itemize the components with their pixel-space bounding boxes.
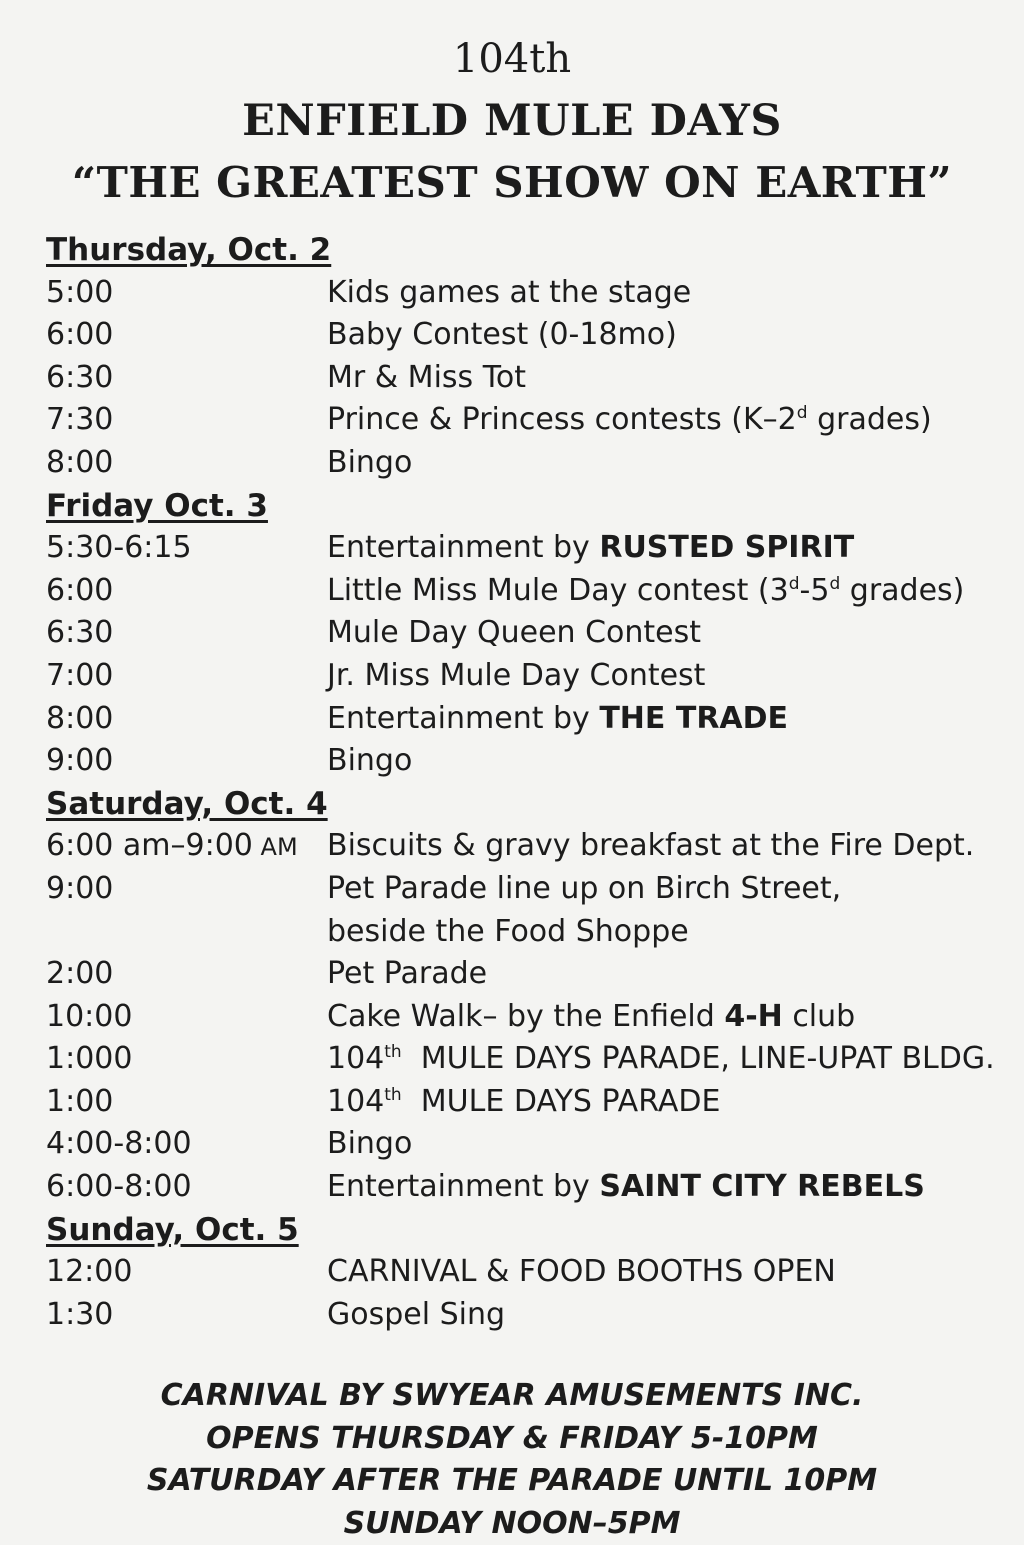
event-text: Bingo bbox=[327, 1126, 413, 1162]
event-time bbox=[46, 1123, 327, 1166]
schedule-row bbox=[46, 1123, 1006, 1166]
event-description bbox=[327, 357, 1006, 400]
event-time-value: 6:00 bbox=[46, 317, 114, 353]
event-time-value: 1:000 bbox=[46, 1041, 133, 1077]
schedule-row bbox=[46, 953, 1006, 996]
schedule-row bbox=[46, 1038, 1006, 1081]
event-time-value: 6:00-8:00 bbox=[46, 1169, 192, 1205]
event-description bbox=[327, 1123, 1006, 1166]
event-time bbox=[46, 868, 327, 953]
event-time bbox=[46, 1166, 327, 1209]
carnival-info-line: SATURDAY AFTER THE PARADE UNTIL 10PM bbox=[146, 1463, 878, 1499]
ordinal-suffix: th bbox=[384, 1042, 402, 1063]
event-time-value: 5:30-6:15 bbox=[46, 530, 192, 566]
event-description bbox=[327, 272, 1006, 315]
schedule-row bbox=[46, 996, 1006, 1039]
event-description bbox=[327, 442, 1006, 485]
carnival-info-line: OPENS THURSDAY & FRIDAY 5-10PM bbox=[206, 1420, 818, 1456]
schedule-row bbox=[46, 825, 1006, 868]
event-text: Entertainment by bbox=[327, 1169, 600, 1205]
ordinal-suffix: d bbox=[788, 573, 800, 594]
event-description bbox=[327, 1251, 1006, 1294]
schedule-row bbox=[46, 740, 1006, 783]
event-time bbox=[46, 1251, 327, 1294]
schedule-row bbox=[46, 314, 1006, 357]
event-time-value: 8:00 bbox=[46, 700, 114, 736]
day-label: Friday Oct. 3 bbox=[46, 487, 268, 524]
performer-name: SAINT CITY REBELS bbox=[599, 1169, 925, 1205]
schedule-row bbox=[46, 272, 1006, 315]
day-label: Thursday, Oct. 2 bbox=[46, 232, 332, 268]
event-text: Gospel Sing bbox=[327, 1296, 506, 1332]
event-time bbox=[46, 1294, 327, 1337]
event-text: Mule Day Queen Contest bbox=[327, 615, 702, 651]
event-text: Entertainment by bbox=[327, 530, 600, 566]
event-description bbox=[327, 1166, 1006, 1209]
event-description bbox=[327, 868, 1006, 953]
schedule bbox=[46, 229, 1006, 1336]
event-description bbox=[327, 825, 1006, 868]
schedule-row bbox=[46, 357, 1006, 400]
event-time bbox=[46, 527, 327, 570]
event-description bbox=[327, 1081, 1006, 1124]
event-time-value: 9:00 bbox=[46, 870, 114, 906]
schedule-row bbox=[46, 442, 1006, 485]
event-time-value: 7:30 bbox=[46, 402, 114, 438]
ordinal-suffix: d bbox=[796, 403, 808, 424]
event-description bbox=[327, 612, 1006, 655]
event-text-continued: beside the Food Shoppe bbox=[327, 913, 689, 949]
event-text: MULE DAYS PARADE bbox=[401, 1083, 721, 1119]
event-text: 104 bbox=[327, 1041, 385, 1077]
event-time-value: 9:00 bbox=[46, 743, 114, 779]
event-text: Baby Contest (0-18mo) bbox=[327, 317, 677, 353]
day-label: Sunday, Oct. 5 bbox=[46, 1211, 299, 1248]
schedule-row bbox=[46, 399, 1006, 442]
event-text: -5 bbox=[799, 572, 830, 608]
event-description bbox=[327, 314, 1006, 357]
day-heading bbox=[46, 1209, 1006, 1252]
event-text: Mr & Miss Tot bbox=[327, 359, 527, 395]
event-subtitle: “THE GREATEST SHOW ON EARTH” bbox=[71, 158, 953, 207]
event-description bbox=[327, 740, 1006, 783]
day-heading bbox=[46, 485, 1006, 528]
event-description bbox=[327, 527, 1006, 570]
event-time-value: 5:00 bbox=[46, 274, 114, 310]
event-text: Bingo bbox=[327, 444, 413, 480]
carnival-info bbox=[0, 1375, 1024, 1545]
event-time-value: 2:00 bbox=[46, 956, 114, 992]
event-time bbox=[46, 612, 327, 655]
event-text: Little Miss Mule Day contest (3 bbox=[327, 572, 789, 608]
event-time bbox=[46, 740, 327, 783]
event-time-value: 1:30 bbox=[46, 1296, 114, 1332]
event-text: Kids games at the stage bbox=[327, 274, 692, 310]
event-time-value: 8:00 bbox=[46, 444, 114, 480]
ordinal-suffix: d bbox=[829, 573, 841, 594]
schedule-row bbox=[46, 868, 1006, 953]
event-title: ENFIELD MULE DAYS bbox=[242, 96, 782, 146]
event-time bbox=[46, 825, 327, 868]
event-description bbox=[327, 996, 1006, 1039]
event-time-value: 12:00 bbox=[46, 1254, 133, 1290]
event-text: Biscuits & gravy breakfast at the Fire Dept. bbox=[327, 828, 975, 864]
event-time bbox=[46, 570, 327, 613]
event-time bbox=[46, 272, 327, 315]
event-text: Pet Parade line up on Birch Street, bbox=[327, 870, 842, 906]
schedule-row bbox=[46, 1294, 1006, 1337]
event-time-value: 6:30 bbox=[46, 359, 114, 395]
event-description bbox=[327, 1294, 1006, 1337]
schedule-row bbox=[46, 1166, 1006, 1209]
event-time bbox=[46, 357, 327, 400]
event-time bbox=[46, 953, 327, 996]
edition-heading: 104th bbox=[452, 36, 572, 82]
event-time bbox=[46, 996, 327, 1039]
event-text: Jr. Miss Mule Day Contest bbox=[327, 657, 706, 693]
day-heading bbox=[46, 783, 1006, 826]
event-time-value: 4:00-8:00 bbox=[46, 1126, 192, 1162]
performer-name: 4-H bbox=[724, 998, 783, 1034]
event-time-suffix: AM bbox=[252, 833, 298, 862]
event-text: grades) bbox=[807, 402, 932, 438]
event-time-value: 10:00 bbox=[46, 998, 133, 1034]
event-text: Cake Walk– by the Enfield bbox=[327, 998, 725, 1034]
event-time bbox=[46, 1038, 327, 1081]
event-text: 104 bbox=[327, 1083, 385, 1119]
event-time bbox=[46, 655, 327, 698]
event-time bbox=[46, 442, 327, 485]
event-time-value: 6:00 am–9:00 bbox=[46, 828, 253, 864]
schedule-row bbox=[46, 570, 1006, 613]
performer-name: RUSTED SPIRIT bbox=[599, 530, 855, 566]
event-description bbox=[327, 698, 1006, 741]
event-text: grades) bbox=[840, 572, 965, 608]
event-text: Prince & Princess contests (K–2 bbox=[327, 402, 797, 438]
event-time bbox=[46, 399, 327, 442]
event-text: Pet Parade bbox=[327, 956, 488, 992]
schedule-row bbox=[46, 1081, 1006, 1124]
event-text: CARNIVAL & FOOD BOOTHS OPEN bbox=[327, 1254, 836, 1290]
schedule-row bbox=[46, 655, 1006, 698]
event-time-value: 6:30 bbox=[46, 615, 114, 651]
schedule-row bbox=[46, 612, 1006, 655]
carnival-info-line: CARNIVAL BY SWYEAR AMUSEMENTS INC. bbox=[160, 1378, 864, 1413]
event-description bbox=[327, 1038, 1006, 1081]
event-text: Bingo bbox=[327, 743, 413, 779]
event-description bbox=[327, 570, 1006, 613]
day-heading bbox=[46, 229, 1006, 272]
event-text: MULE DAYS PARADE, LINE-UPAT BLDG. bbox=[401, 1041, 995, 1077]
event-time bbox=[46, 698, 327, 741]
schedule-row bbox=[46, 527, 1006, 570]
event-time-value: 1:00 bbox=[46, 1083, 114, 1119]
event-description bbox=[327, 953, 1006, 996]
performer-name: THE TRADE bbox=[599, 700, 789, 736]
event-text: Entertainment by bbox=[327, 700, 600, 736]
event-description bbox=[327, 399, 1006, 442]
event-description bbox=[327, 655, 1006, 698]
carnival-info-line: SUNDAY NOON–5PM bbox=[343, 1505, 681, 1541]
schedule-row bbox=[46, 698, 1006, 741]
event-time-value: 6:00 bbox=[46, 572, 114, 608]
event-time-value: 7:00 bbox=[46, 657, 114, 693]
event-text: club bbox=[782, 998, 856, 1034]
event-time bbox=[46, 1081, 327, 1124]
day-label: Saturday, Oct. 4 bbox=[46, 785, 328, 822]
ordinal-suffix: th bbox=[384, 1084, 402, 1105]
event-time bbox=[46, 314, 327, 357]
schedule-row bbox=[46, 1251, 1006, 1294]
